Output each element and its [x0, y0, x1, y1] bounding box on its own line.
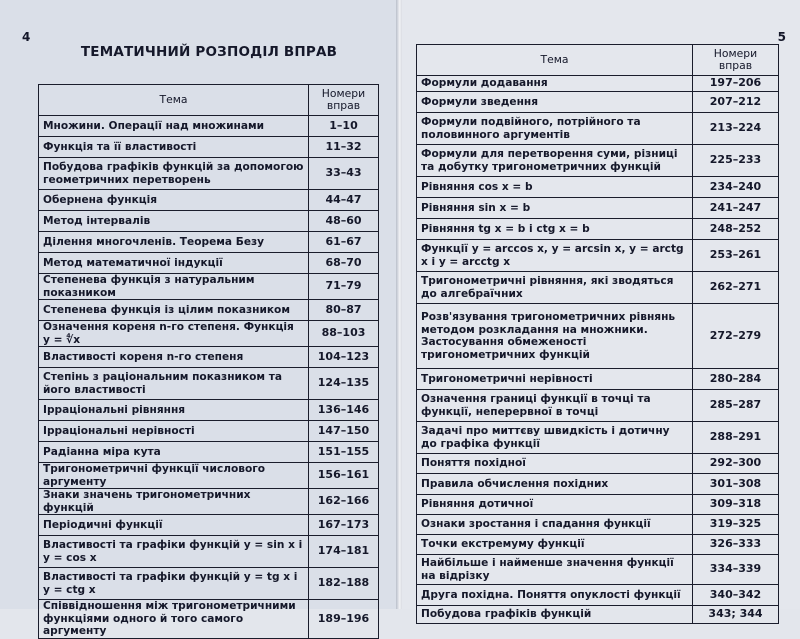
topic-cell: Тригонометричні функції числового аргументу [39, 463, 309, 489]
table-row [39, 421, 379, 442]
exercise-numbers-cell: 44–47 [309, 190, 379, 211]
exercise-numbers-cell: 334–339 [693, 555, 779, 585]
exercise-numbers-cell: 11–32 [309, 137, 379, 158]
exercise-table-right [416, 44, 779, 624]
right-page [402, 0, 800, 621]
topic-cell: Знаки значень тригонометричних функцій [39, 489, 309, 515]
topic-cell: Функція та її властивості [39, 137, 309, 158]
exercise-numbers-cell: 207–212 [693, 92, 779, 113]
column-header-topic: Тема [39, 85, 309, 116]
table-row [39, 190, 379, 211]
topic-cell: Розв'язування тригонометричних рівнянь методом розкладання на множники. Застосування обмеженості тригонометричних функцій [417, 304, 693, 369]
exercise-numbers-cell: 33–43 [309, 158, 379, 190]
table-row [39, 463, 379, 489]
topic-cell: Властивості кореня n-го степеня [39, 347, 309, 368]
table-row [417, 535, 779, 555]
topic-cell: Формули для перетворення суми, різниці та добутку тригонометричних функцій [417, 145, 693, 177]
exercise-numbers-cell: 88–103 [309, 321, 379, 347]
topic-cell: Співвідношення між тригонометричними функціями одного й того самого аргументу [39, 600, 309, 639]
exercise-numbers-cell: 167–173 [309, 515, 379, 536]
table-row [417, 606, 779, 624]
table-row [417, 454, 779, 474]
exercise-numbers-cell: 225–233 [693, 145, 779, 177]
exercise-numbers-cell: 189–196 [309, 600, 379, 639]
table-row [39, 442, 379, 463]
exercise-numbers-cell: 253–261 [693, 240, 779, 272]
topic-cell: Означення границі функції в точці та функції, неперервної в точці [417, 390, 693, 422]
table-row [417, 92, 779, 113]
table-row [417, 304, 779, 369]
table-row [417, 555, 779, 585]
topic-cell: Метод математичної індукції [39, 253, 309, 274]
topic-cell: Радіанна міра кута [39, 442, 309, 463]
exercise-numbers-cell: 48–60 [309, 211, 379, 232]
exercise-numbers-cell: 71–79 [309, 274, 379, 300]
exercise-numbers-cell: 285–287 [693, 390, 779, 422]
topic-cell: Поняття похідної [417, 454, 693, 474]
topic-cell: Періодичні функції [39, 515, 309, 536]
topic-cell: Правила обчислення похідних [417, 474, 693, 495]
exercise-numbers-cell: 326–333 [693, 535, 779, 555]
topic-cell: Ділення многочленів. Теорема Безу [39, 232, 309, 253]
table-row [417, 113, 779, 145]
exercise-numbers-cell: 156–161 [309, 463, 379, 489]
exercise-numbers-cell: 343; 344 [693, 606, 779, 624]
topic-cell: Рівняння sin x = b [417, 198, 693, 219]
exercise-numbers-cell: 174–181 [309, 536, 379, 568]
column-header-numbers: Номери вправ [693, 45, 779, 76]
topic-cell: Рівняння cos x = b [417, 177, 693, 198]
exercise-numbers-cell: 340–342 [693, 585, 779, 606]
exercise-numbers-cell: 234–240 [693, 177, 779, 198]
table-row [417, 76, 779, 92]
exercise-numbers-cell: 68–70 [309, 253, 379, 274]
topic-cell: Точки екстремуму функції [417, 535, 693, 555]
table-row [39, 368, 379, 400]
page-number-left: 4 [22, 30, 31, 44]
topic-cell: Тригонометричні рівняння, які зводяться до алгебраїчних [417, 272, 693, 304]
exercise-numbers-cell: 262–271 [693, 272, 779, 304]
topic-cell: Ірраціональні рівняння [39, 400, 309, 421]
exercise-numbers-cell: 147–150 [309, 421, 379, 442]
table-row [39, 515, 379, 536]
topic-cell: Найбільше і найменше значення функції на відрізку [417, 555, 693, 585]
table-row [417, 272, 779, 304]
exercise-numbers-cell: 241–247 [693, 198, 779, 219]
topic-cell: Означення кореня n-го степеня. Функція y = ∜x [39, 321, 309, 347]
exercise-numbers-cell: 162–166 [309, 489, 379, 515]
exercise-numbers-cell: 309–318 [693, 495, 779, 515]
exercise-numbers-cell: 319–325 [693, 515, 779, 535]
exercise-numbers-cell: 248–252 [693, 219, 779, 240]
topic-cell: Формули подвійного, потрійного та половинного аргументів [417, 113, 693, 145]
topic-cell: Побудова графіків функцій [417, 606, 693, 624]
exercise-numbers-cell: 272–279 [693, 304, 779, 369]
table-row [39, 116, 379, 137]
table-row [39, 274, 379, 300]
table-row [39, 300, 379, 321]
page-title: ТЕМАТИЧНИЙ РОЗПОДІЛ ВПРАВ [80, 44, 338, 60]
table-row [417, 240, 779, 272]
topic-cell: Метод інтервалів [39, 211, 309, 232]
topic-cell: Степенева функція із цілим показником [39, 300, 309, 321]
topic-cell: Рівняння дотичної [417, 495, 693, 515]
left-page [0, 0, 398, 637]
exercise-numbers-cell: 197–206 [693, 76, 779, 92]
topic-cell: Задачі про миттєву швидкість і дотичну до графіка функції [417, 422, 693, 454]
exercise-numbers-cell: 288–291 [693, 422, 779, 454]
table-header-row [39, 85, 379, 116]
exercise-numbers-cell: 124–135 [309, 368, 379, 400]
table-row [417, 219, 779, 240]
table-row [39, 489, 379, 515]
table-header-row [417, 45, 779, 76]
table-row [39, 211, 379, 232]
exercise-numbers-cell: 301–308 [693, 474, 779, 495]
topic-cell: Обернена функція [39, 190, 309, 211]
topic-cell: Степенева функція з натуральним показником [39, 274, 309, 300]
topic-cell: Функції y = arccos x, y = arcsin x, y = arctg x і y = arcctg x [417, 240, 693, 272]
exercise-numbers-cell: 104–123 [309, 347, 379, 368]
table-row [417, 585, 779, 606]
table-row [39, 158, 379, 190]
table-row [39, 232, 379, 253]
topic-cell: Властивості та графіки функцій y = sin x і y = cos x [39, 536, 309, 568]
topic-cell: Формули додавання [417, 76, 693, 92]
column-header-topic: Тема [417, 45, 693, 76]
table-row [417, 198, 779, 219]
topic-cell: Властивості та графіки функцій y = tg x і y = ctg x [39, 568, 309, 600]
table-row [417, 177, 779, 198]
exercise-table-left [38, 84, 379, 639]
exercise-numbers-cell: 280–284 [693, 369, 779, 390]
table-row [417, 145, 779, 177]
topic-cell: Побудова графіків функцій за допомогою геометричних перетворень [39, 158, 309, 190]
table-row [39, 253, 379, 274]
column-header-numbers: Номери вправ [309, 85, 379, 116]
table-row [417, 369, 779, 390]
table-row [417, 422, 779, 454]
exercise-numbers-cell: 182–188 [309, 568, 379, 600]
topic-cell: Формули зведення [417, 92, 693, 113]
table-row [39, 568, 379, 600]
table-row [39, 137, 379, 158]
exercise-numbers-cell: 151–155 [309, 442, 379, 463]
topic-cell: Множини. Операції над множинами [39, 116, 309, 137]
topic-cell: Тригонометричні нерівності [417, 369, 693, 390]
table-row [39, 347, 379, 368]
table-row [417, 495, 779, 515]
topic-cell: Степінь з раціональним показником та його властивості [39, 368, 309, 400]
table-row [39, 600, 379, 639]
exercise-numbers-cell: 136–146 [309, 400, 379, 421]
exercise-numbers-cell: 292–300 [693, 454, 779, 474]
exercise-numbers-cell: 213–224 [693, 113, 779, 145]
topic-cell: Ірраціональні нерівності [39, 421, 309, 442]
table-row [417, 515, 779, 535]
exercise-numbers-cell: 1–10 [309, 116, 379, 137]
page-number-right: 5 [777, 30, 786, 44]
table-row [417, 390, 779, 422]
exercise-numbers-cell: 61–67 [309, 232, 379, 253]
table-row [39, 536, 379, 568]
topic-cell: Рівняння tg x = b і ctg x = b [417, 219, 693, 240]
exercise-numbers-cell: 80–87 [309, 300, 379, 321]
topic-cell: Ознаки зростання і спадання функції [417, 515, 693, 535]
table-row [39, 400, 379, 421]
topic-cell: Друга похідна. Поняття опуклості функції [417, 585, 693, 606]
table-row [39, 321, 379, 347]
table-row [417, 474, 779, 495]
